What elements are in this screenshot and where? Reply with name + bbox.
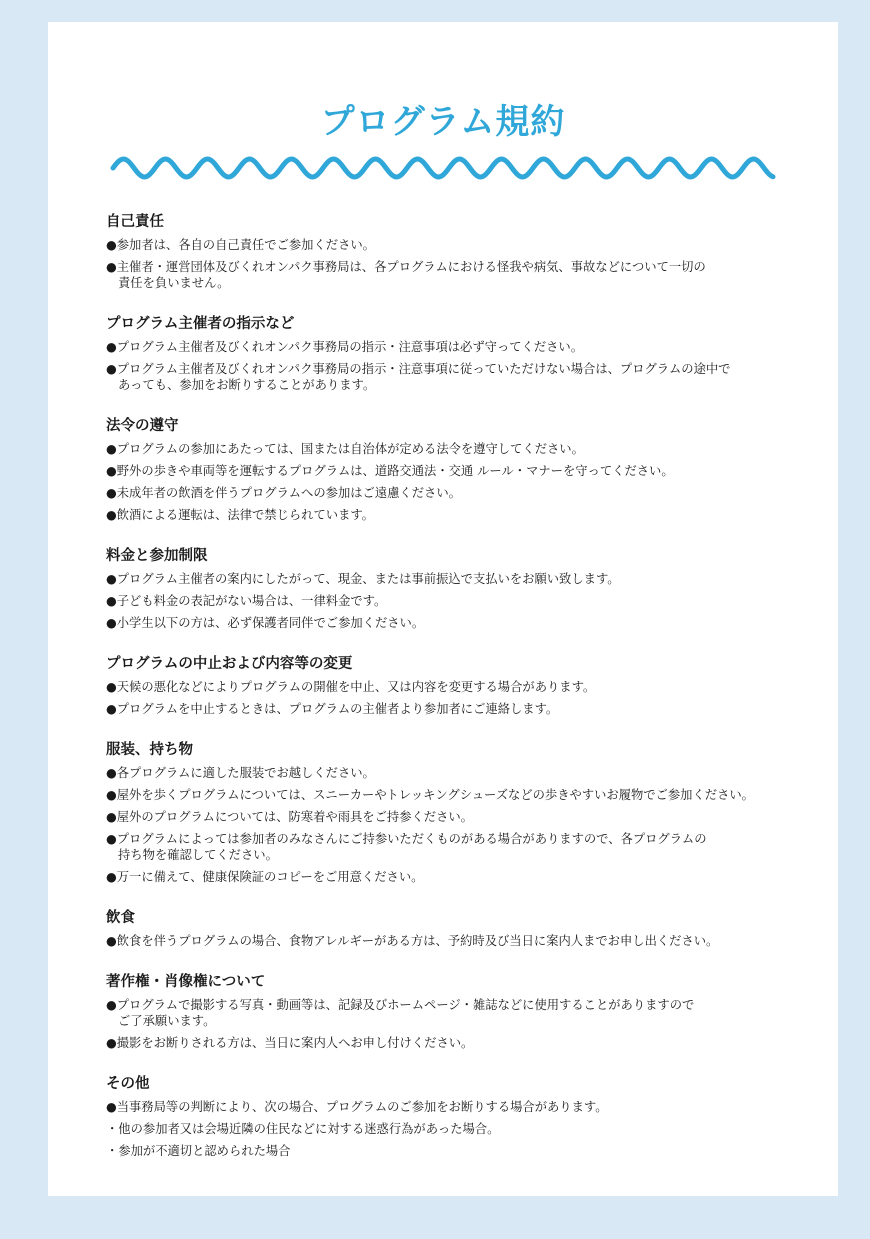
list-item: ●主催者・運営団体及びくれオンパク事務局は、各プログラムにおける怪我や病気、事故などについて一切の 責任を負いません。	[106, 260, 706, 290]
section-fees-restrictions	[106, 546, 832, 631]
list-item: ●プログラムの参加にあたっては、国または自治体が定める法令を遵守してください。	[106, 442, 584, 456]
list-item: ・他の参加者又は会場近隣の住民などに対する迷惑行為があった場合。	[106, 1122, 500, 1136]
list-item: ●未成年者の飲酒を伴うプログラムへの参加はご遠慮ください。	[106, 486, 461, 500]
section-self-responsibility	[106, 212, 832, 291]
list-item: ●天候の悪化などによりプログラムの開催を中止、又は内容を変更する場合があります。	[106, 680, 596, 694]
section-heading: 著作権・肖像権について	[106, 974, 266, 990]
list-item: ●参加者は、各自の自己責任でご参加ください。	[106, 238, 375, 252]
list-item: ●屋外を歩くプログラムについては、スニーカーやトレッキングシューズなどの歩きやすいお履物でご参加ください。	[106, 788, 754, 802]
document-page	[48, 22, 838, 1196]
list-item: ●プログラムを中止するときは、プログラムの主催者より参加者にご連絡します。	[106, 702, 559, 716]
list-item: ●プログラムによっては参加者のみなさんにご持参いただくものがある場合がありますので、各プログラムの 持ち物を確認してください。	[106, 832, 707, 862]
section-copyright-portrait	[106, 972, 832, 1051]
terms-content	[106, 212, 832, 1165]
list-item: ●野外の歩きや車両等を運転するプログラムは、道路交通法・交通 ルール・マナーを守ってください。	[106, 464, 674, 478]
section-heading: 料金と参加制限	[106, 548, 208, 564]
section-heading: 自己責任	[106, 214, 164, 230]
section-food-drink	[106, 908, 832, 949]
list-item: ●屋外のプログラムについては、防寒着や雨具をご持参ください。	[106, 810, 473, 824]
list-item: ●当事務局等の判断により、次の場合、プログラムのご参加をお断りする場合があります。	[106, 1100, 608, 1114]
list-item: ●小学生以下の方は、必ず保護者同伴でご参加ください。	[106, 616, 425, 630]
section-law-compliance	[106, 416, 832, 523]
section-other	[106, 1074, 832, 1159]
list-item: ●プログラム主催者の案内にしたがって、現金、または事前振込で支払いをお願い致します。	[106, 572, 620, 586]
list-item: ●各プログラムに適した服装でお越しください。	[106, 766, 375, 780]
section-heading: 服装、持ち物	[106, 742, 193, 758]
list-item: ●プログラム主催者及びくれオンパク事務局の指示・注意事項は必ず守ってください。	[106, 340, 584, 354]
section-cancellation-changes	[106, 654, 832, 717]
list-item: ・参加が不適切と認められた場合	[106, 1144, 291, 1158]
section-heading: 法令の遵守	[106, 418, 179, 434]
section-heading: その他	[106, 1076, 150, 1092]
list-item: ●飲食を伴うプログラムの場合、食物アレルギーがある方は、予約時及び当日に案内人までお申し出ください。	[106, 934, 719, 948]
list-item: ●撮影をお断りされる方は、当日に案内人へお申し付けください。	[106, 1036, 474, 1050]
list-item: ●プログラムで撮影する写真・動画等は、記録及びホームページ・雑誌などに使用することがありますので ご了承願います。	[106, 998, 695, 1028]
section-heading: 飲食	[106, 910, 135, 926]
wave-divider	[110, 153, 776, 183]
list-item: ●飲酒による運転は、法律で禁じられています。	[106, 508, 374, 522]
section-heading: プログラム主催者の指示など	[106, 316, 295, 332]
list-item: ●万一に備えて、健康保険証のコピーをご用意ください。	[106, 870, 424, 884]
list-item: ●プログラム主催者及びくれオンパク事務局の指示・注意事項に従っていただけない場合は、プログラムの途中で あっても、参加をお断りすることがあります。	[106, 362, 731, 392]
section-heading: プログラムの中止および内容等の変更	[106, 656, 353, 672]
section-clothing-belongings	[106, 740, 832, 885]
page-title: プログラム規約	[320, 102, 566, 142]
section-organizer-instructions	[106, 314, 832, 393]
list-item: ●子ども料金の表記がない場合は、一律料金です。	[106, 594, 387, 608]
